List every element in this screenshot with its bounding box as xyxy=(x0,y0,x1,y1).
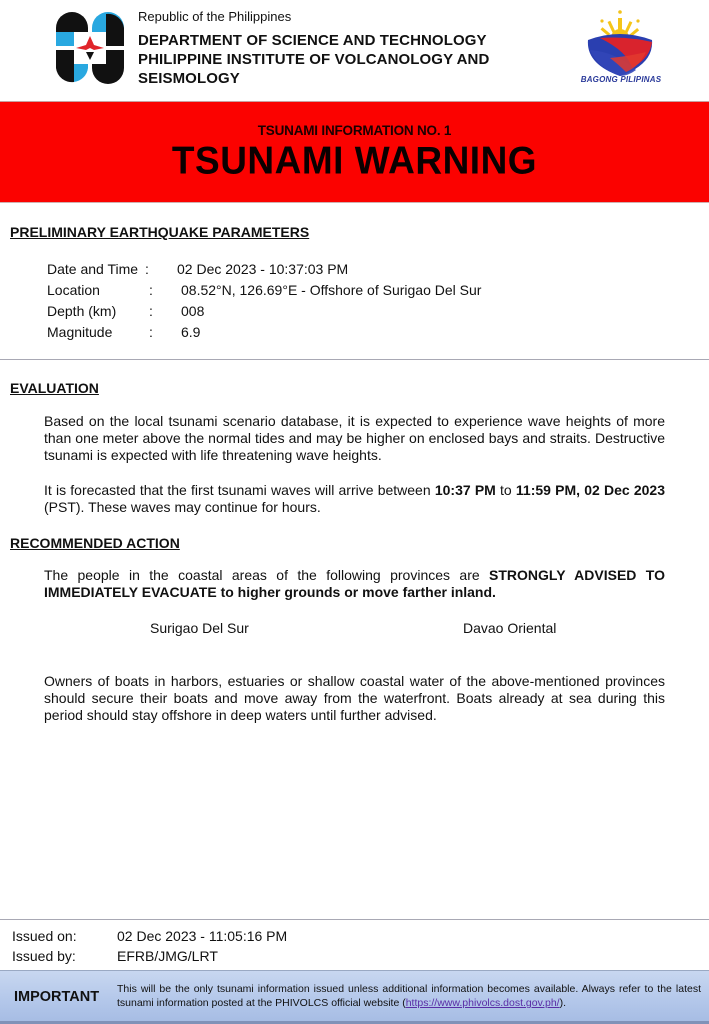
param-row-magnitude xyxy=(47,321,481,342)
forecast-text: (PST). These waves may continue for hours. xyxy=(44,499,321,515)
republic-label: Republic of the Philippines xyxy=(138,9,292,24)
param-colon: : xyxy=(149,302,153,319)
document-header xyxy=(0,0,709,100)
issued-on-label: Issued on: xyxy=(12,928,77,944)
param-value: 6.9 xyxy=(181,323,201,340)
param-label: Magnitude xyxy=(47,323,113,340)
warning-banner xyxy=(0,101,709,203)
issued-by-value: EFRB/JMG/LRT xyxy=(117,948,218,964)
province-item: Surigao Del Sur xyxy=(150,620,249,636)
dost-logo-icon xyxy=(54,12,126,84)
phivolcs-website-link[interactable]: https://www.phivolcs.dost.gov.ph/ xyxy=(405,997,560,1009)
param-row-datetime xyxy=(47,258,481,279)
param-value: 02 Dec 2023 - 10:37:03 PM xyxy=(177,260,349,277)
section-divider xyxy=(0,359,709,360)
department-name: DEPARTMENT OF SCIENCE AND TECHNOLOGY xyxy=(138,32,487,49)
institute-name-line2: SEISMOLOGY xyxy=(138,70,240,87)
evacuation-advisory xyxy=(44,567,665,601)
earthquake-parameters xyxy=(47,258,481,342)
param-value: 008 xyxy=(181,302,205,319)
issued-on-value: 02 Dec 2023 - 11:05:16 PM xyxy=(117,928,288,944)
param-colon: : xyxy=(145,260,149,277)
important-label: IMPORTANT xyxy=(14,989,100,1005)
issued-by-row xyxy=(12,948,218,964)
important-text xyxy=(117,982,701,1010)
param-value: 08.52°N, 126.69°E - Offshore of Surigao Del Sur xyxy=(181,281,482,298)
advisory-text: The people in the coastal areas of the following provinces are xyxy=(44,567,490,583)
arrival-forecast-paragraph xyxy=(44,482,665,516)
arrival-end-time: 11:59 PM, 02 Dec 2023 xyxy=(515,482,665,498)
param-label: Depth (km) xyxy=(47,302,117,319)
recommended-action-heading: RECOMMENDED ACTION xyxy=(10,535,180,551)
param-row-depth xyxy=(47,300,481,321)
notice-text: ). xyxy=(559,997,567,1009)
advisory-emphasis: STRONGLY ADVISED TO IMMEDIATELY EVACUATE to higher grounds or move farther inland. xyxy=(44,567,665,600)
param-colon: : xyxy=(149,323,153,340)
province-item: Davao Oriental xyxy=(463,620,557,636)
evaluation-paragraph: Based on the local tsunami scenario database, it is expected to experience wave heights of more than one meter above the normal tides and may be higher on enclosed bays and straits. Destructive tsunami is expected with life threatening wave heights. xyxy=(44,413,665,463)
param-label: Date and Time xyxy=(47,260,139,277)
warning-title: TSUNAMI WARNING xyxy=(171,138,538,182)
evaluation-heading: EVALUATION xyxy=(10,380,99,396)
boats-advisory-paragraph: Owners of boats in harbors, estuaries or shallow coastal water of the above-mentioned provinces should secure their boats and move away from the waterfront. Boats already at sea during this period should stay offshore in deep waters until further advised. xyxy=(44,673,665,723)
param-label: Location xyxy=(47,281,100,298)
bulletin-number: TSUNAMI INFORMATION NO. 1 xyxy=(257,123,452,138)
forecast-text: to xyxy=(495,482,516,498)
bagong-pilipinas-label: BAGONG PILIPINAS xyxy=(580,75,662,84)
issued-by-label: Issued by: xyxy=(12,948,76,964)
institute-name-line1: PHILIPPINE INSTITUTE OF VOLCANOLOGY AND xyxy=(138,51,490,68)
issued-on-row xyxy=(12,928,287,944)
notice-text: This will be the only tsunami information issued unless additional information becomes available. Always refer to the latest tsunami information posted at the PHIVOLCS official website ( xyxy=(117,983,701,1009)
arrival-start-time: 10:37 PM xyxy=(434,482,496,498)
forecast-text: It is forecasted that the first tsunami waves will arrive between xyxy=(44,482,435,498)
important-notice-bar xyxy=(0,970,709,1024)
param-row-location xyxy=(47,279,481,300)
param-colon: : xyxy=(149,281,153,298)
parameters-heading: PRELIMINARY EARTHQUAKE PARAMETERS xyxy=(10,224,310,240)
section-divider xyxy=(0,919,709,920)
